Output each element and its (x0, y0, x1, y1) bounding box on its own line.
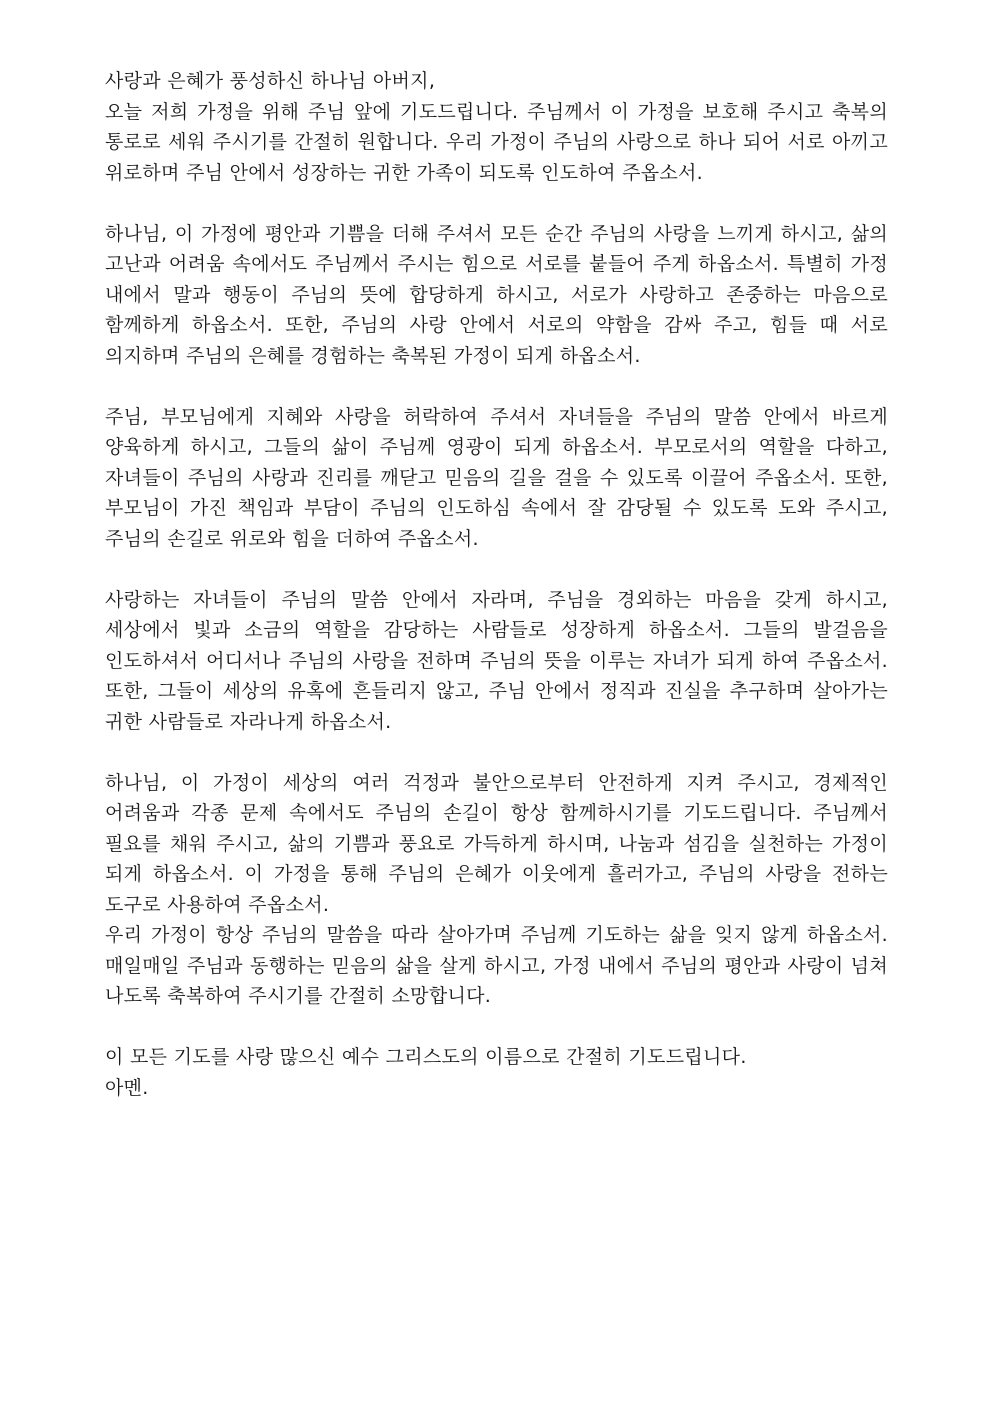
closing-prayer-line: 이 모든 기도를 사랑 많으신 예수 그리스도의 이름으로 간절히 기도드립니다. (105, 1046, 747, 1068)
paragraph-daily-walk: 우리 가정이 항상 주님의 말씀을 따라 살아가며 주님께 기도하는 삶을 잊지 않게 하옵소서. 매일매일 주님과 동행하는 믿음의 삶을 살게 하시고, 가정 내에서 주님의 평안과 사랑이 넘쳐 나도록 축복하여 주시기를 간절히 소망합니다. (105, 924, 888, 1007)
paragraph-peace-and-joy: 하나님, 이 가정에 평안과 기쁨을 더해 주셔서 모든 순간 주님의 사랑을 느끼게 하시고, 삶의 고난과 어려움 속에서도 주님께서 주시는 힘으로 서로를 붙들어 주게 하옵소서. 특별히 가정 내에서 말과 행동이 주님의 뜻에 합당하게 하시고, 서로가 사랑하고 존중하는 마음으로 함께하게 하옵소서. 또한, 주님의 사랑 안에서 서로의 약함을 감싸 주고, 힘들 때 서로 의지하며 주님의 은혜를 경험하는 축복된 가정이 되게 하옵소서. (105, 222, 888, 367)
opening-paragraph (105, 66, 888, 188)
paragraph-protection: 하나님, 이 가정이 세상의 여러 걱정과 불안으로부터 안전하게 지켜 주시고, 경제적인 어려움과 각종 문제 속에서도 주님의 손길이 항상 함께하시기를 기도드립니다. 주님께서 필요를 채워 주시고, 삶의 기쁨과 풍요로 가득하게 하시며, 나눔과 섬김을 실천하는 가정이 되게 하옵소서. 이 가정을 통해 주님의 은혜가 이웃에게 흘러가고, 주님의 사랑을 전하는 도구로 사용하여 주옵소서. (105, 771, 888, 916)
prayer-document (105, 66, 888, 1103)
closing-paragraph (105, 1042, 888, 1103)
paragraph-text: 오늘 저희 가정을 위해 주님 앞에 기도드립니다. 주님께서 이 가정을 보호해 주시고 축복의 통로로 세워 주시기를 간절히 원합니다. 우리 가정이 주님의 사랑으로 하나 되어 서로 아끼고 위로하며 주님 안에서 성장하는 귀한 가족이 되도록 인도하여 주옵소서. (105, 100, 888, 184)
paragraph-children: 사랑하는 자녀들이 주님의 말씀 안에서 자라며, 주님을 경외하는 마음을 갖게 하시고, 세상에서 빛과 소금의 역할을 감당하는 사람들로 성장하게 하옵소서. 그들의 발걸음을 인도하셔서 어디서나 주님의 사랑을 전하며 주님의 뜻을 이루는 자녀가 되게 하여 주옵소서. 또한, 그들이 세상의 유혹에 흔들리지 않고, 주님 안에서 정직과 진실을 추구하며 살아가는 귀한 사람들로 자라나게 하옵소서. (105, 588, 888, 733)
paragraph-parents: 주님, 부모님에게 지혜와 사랑을 허락하여 주셔서 자녀들을 주님의 말씀 안에서 바르게 양육하게 하시고, 그들의 삶이 주님께 영광이 되게 하옵소서. 부모로서의 역할을 다하고, 자녀들이 주님의 사랑과 진리를 깨닫고 믿음의 길을 걸을 수 있도록 이끌어 주옵소서. 또한, 부모님이 가진 책임과 부담이 주님의 인도하심 속에서 잘 감당될 수 있도록 도와 주시고, 주님의 손길로 위로와 힘을 더하여 주옵소서. (105, 405, 888, 550)
paragraph-spacer (105, 188, 888, 219)
greeting-line: 사랑과 은혜가 풍성하신 하나님 아버지, (105, 70, 436, 92)
amen-line: 아멘. (105, 1076, 149, 1099)
